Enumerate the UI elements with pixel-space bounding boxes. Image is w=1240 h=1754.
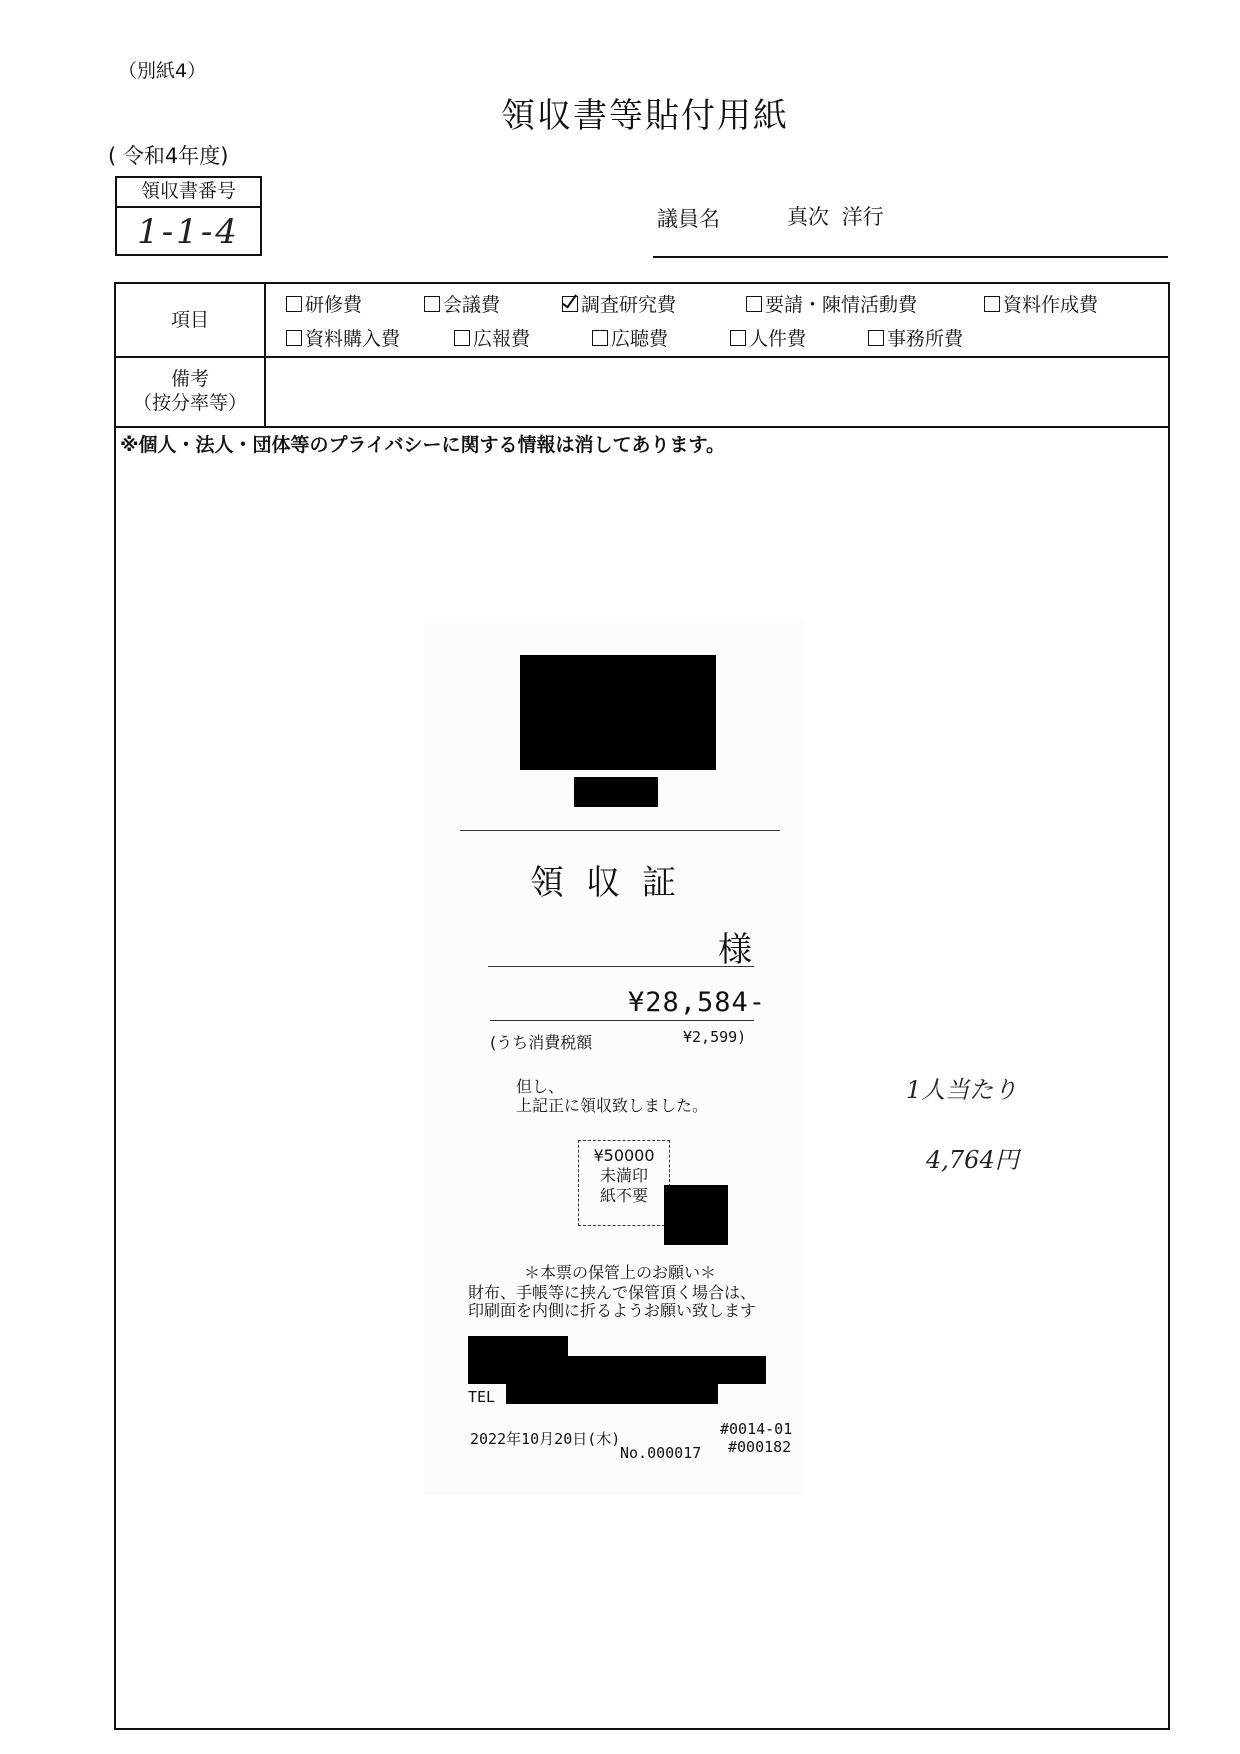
option-petition[interactable] [746, 290, 917, 317]
receipt-addressee-suffix: 様 [718, 930, 752, 970]
receipt-serial: #000182 [728, 1438, 792, 1456]
option-office[interactable] [868, 324, 963, 351]
receipt-register: #0014-01 [720, 1420, 793, 1438]
note-label-line-1: 備考 [170, 368, 209, 390]
receipt-number-box [115, 176, 262, 256]
option-label: 会議費 [443, 294, 501, 316]
option-label: 調査研究費 [581, 294, 677, 316]
redaction-block [506, 1384, 718, 1404]
page-title: 領収書等貼付用紙 [501, 96, 789, 136]
request-title: ＊本票の保管上のお願い＊ [524, 1263, 717, 1282]
option-training[interactable] [286, 290, 362, 317]
member-name-label: 議員名 [657, 207, 720, 231]
stamp-line-1: ¥50000 [593, 1146, 655, 1165]
option-label: 広聴費 [611, 328, 669, 350]
request-line-1: 財布、手帳等に挟んで保管頂く場合は、 [468, 1283, 757, 1302]
member-name: 真次 洋行 [787, 205, 884, 229]
receipt-tel-label: TEL [468, 1388, 496, 1406]
option-hearing[interactable] [592, 324, 668, 351]
option-material-purchase[interactable] [286, 324, 400, 351]
note-label [116, 356, 266, 426]
handwritten-per-person-amount: 4,764円 [926, 1146, 1019, 1174]
receipt-amount: ¥28,584- [628, 987, 767, 1018]
handwritten-per-person: 1人当たり [906, 1076, 1018, 1104]
receipt-date: 2022年10月20日(木) [470, 1430, 621, 1448]
checkbox-icon[interactable] [454, 330, 470, 346]
stamp-exempt-box [578, 1140, 670, 1226]
redaction-block [574, 777, 658, 807]
option-label: 広報費 [473, 328, 531, 350]
annex-label: （別紙4） [118, 60, 207, 82]
receipt-title: 領収証 [530, 863, 698, 903]
option-label: 事務所費 [887, 328, 964, 350]
stamp-line-2: 未満印 [599, 1166, 648, 1185]
checkbox-icon[interactable] [984, 296, 1000, 312]
option-label: 人件費 [749, 328, 807, 350]
checkbox-icon[interactable] [286, 296, 302, 312]
receipt-number: No.000017 [620, 1444, 702, 1462]
redaction-block [468, 1336, 568, 1358]
receipt-number-value: 1-1-4 [137, 212, 240, 252]
checkbox-icon[interactable] [286, 330, 302, 346]
tax-value: ¥2,599) [683, 1028, 747, 1046]
option-meeting[interactable] [424, 290, 500, 317]
checkbox-icon[interactable] [592, 330, 608, 346]
option-document-prep[interactable] [984, 290, 1098, 317]
addressee-underline [488, 966, 754, 967]
note-label-line-2: （按分率等） [132, 392, 247, 414]
item-label: 項目 [116, 284, 266, 356]
checkbox-checked-icon[interactable] [562, 296, 578, 312]
redaction-block [664, 1185, 728, 1245]
item-row [116, 284, 1168, 358]
checkbox-icon[interactable] [868, 330, 884, 346]
checkbox-icon[interactable] [424, 296, 440, 312]
checkbox-icon[interactable] [746, 296, 762, 312]
note-row [116, 356, 1168, 428]
request-line-2: 印刷面を内側に折るようお願い致します [468, 1301, 757, 1320]
receipt-number-label: 領収書番号 [117, 178, 260, 208]
privacy-note: ※個人・法人・団体等のプライバシーに関する情報は消してあります。 [120, 434, 726, 456]
option-pr[interactable] [454, 324, 530, 351]
option-personnel[interactable] [730, 324, 806, 351]
fiscal-year: ( 令和4年度) [108, 144, 229, 168]
redaction-block [520, 655, 716, 770]
option-label: 資料作成費 [1003, 294, 1099, 316]
member-name-underline [653, 256, 1168, 258]
tax-label: (うち消費税額 [490, 1033, 593, 1052]
option-label: 資料購入費 [305, 328, 401, 350]
option-research[interactable] [562, 290, 676, 317]
amount-underline [490, 1020, 754, 1021]
option-label: 研修費 [305, 294, 363, 316]
option-label: 要請・陳情活動費 [765, 294, 918, 316]
receipt-note-2: 上記正に領収致しました。 [516, 1096, 709, 1115]
receipt-note-1: 但し、 [516, 1077, 565, 1096]
checkbox-icon[interactable] [730, 330, 746, 346]
receipt-divider [460, 830, 780, 831]
redaction-block [468, 1356, 766, 1384]
stamp-line-3: 紙不要 [599, 1186, 648, 1205]
